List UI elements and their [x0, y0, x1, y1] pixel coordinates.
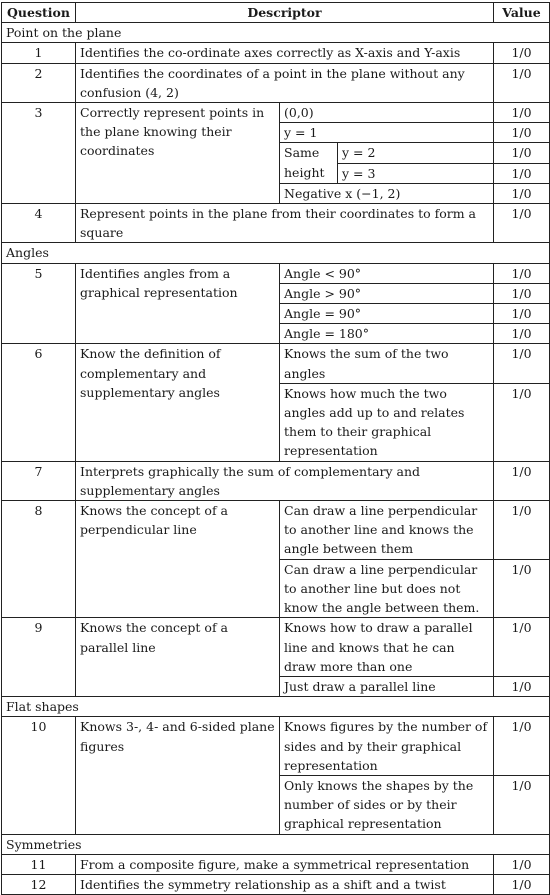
question-number: 7 — [2, 461, 76, 500]
descriptor: From a composite figure, make a symmetrical representation — [76, 854, 494, 874]
header-value: Value — [494, 3, 550, 23]
sub-descriptor: y = 3 — [338, 163, 494, 183]
value: 1/0 — [494, 283, 550, 303]
question-number: 10 — [2, 717, 76, 834]
sub-descriptor: y = 1 — [280, 123, 494, 143]
value: 1/0 — [494, 304, 550, 324]
sub-descriptor: Knows the sum of the two angles — [280, 344, 494, 383]
header-row — [2, 3, 550, 23]
header-descriptor: Descriptor — [76, 3, 494, 23]
table-row — [2, 344, 550, 383]
value: 1/0 — [494, 874, 550, 894]
value: 1/0 — [494, 618, 550, 677]
value: 1/0 — [494, 717, 550, 776]
question-number: 4 — [2, 204, 76, 243]
descriptor: Knows the concept of a parallel line — [76, 618, 280, 697]
table-row — [2, 874, 550, 894]
sub-descriptor: Knows how to draw a parallel line and knows that he can draw more than one — [280, 618, 494, 677]
value: 1/0 — [494, 559, 550, 618]
question-number: 9 — [2, 618, 76, 697]
value: 1/0 — [494, 263, 550, 283]
value: 1/0 — [494, 204, 550, 243]
sub-descriptor: Knows how much the two angles add up to and relates them to their graphical representation — [280, 383, 494, 461]
value: 1/0 — [494, 324, 550, 344]
sub-descriptor: Can draw a line perpendicular to another line but does not know the angle between them. — [280, 559, 494, 618]
question-number: 1 — [2, 43, 76, 63]
sub-descriptor: Only knows the shapes by the number of sides or by their graphical representation — [280, 775, 494, 834]
descriptor: Identifies the co-ordinate axes correctly as X-axis and Y-axis — [76, 43, 494, 63]
question-number: 6 — [2, 344, 76, 461]
section-title: Angles — [2, 243, 550, 263]
descriptor: Know the definition of complementary and supplementary angles — [76, 344, 280, 461]
section-row — [2, 834, 550, 854]
descriptor: Represent points in the plane from their coordinates to form a square — [76, 204, 494, 243]
section-title: Flat shapes — [2, 697, 550, 717]
rubric-table — [1, 2, 550, 895]
question-number: 12 — [2, 874, 76, 894]
table-row — [2, 461, 550, 500]
table-row — [2, 717, 550, 776]
section-row — [2, 23, 550, 43]
sub-descriptor: Just draw a parallel line — [280, 676, 494, 696]
value: 1/0 — [494, 383, 550, 461]
value: 1/0 — [494, 676, 550, 696]
value: 1/0 — [494, 43, 550, 63]
table-row — [2, 63, 550, 102]
section-title: Symmetries — [2, 834, 550, 854]
descriptor: Identifies the coordinates of a point in the plane without any confusion (4, 2) — [76, 63, 494, 102]
descriptor: Identifies the symmetry relationship as a shift and a twist — [76, 874, 494, 894]
value: 1/0 — [494, 163, 550, 183]
table-row — [2, 854, 550, 874]
sub-descriptor: (0,0) — [280, 103, 494, 123]
descriptor: Interprets graphically the sum of complementary and supplementary angles — [76, 461, 494, 500]
value: 1/0 — [494, 461, 550, 500]
value: 1/0 — [494, 123, 550, 143]
value: 1/0 — [494, 775, 550, 834]
table-row — [2, 43, 550, 63]
header-question: Question — [2, 3, 76, 23]
question-number: 11 — [2, 854, 76, 874]
table-row — [2, 103, 550, 123]
table-row — [2, 501, 550, 560]
question-number: 2 — [2, 63, 76, 102]
value: 1/0 — [494, 183, 550, 203]
question-number: 8 — [2, 501, 76, 618]
table-row — [2, 618, 550, 677]
sub-descriptor-group: Same height — [280, 143, 338, 183]
sub-descriptor: Angle < 90° — [280, 263, 494, 283]
descriptor: Knows the concept of a perpendicular line — [76, 501, 280, 618]
value: 1/0 — [494, 501, 550, 560]
sub-descriptor: Angle = 90° — [280, 304, 494, 324]
sub-descriptor: Angle > 90° — [280, 283, 494, 303]
question-number: 5 — [2, 263, 76, 344]
value: 1/0 — [494, 854, 550, 874]
descriptor: Correctly represent points in the plane knowing their coordinates — [76, 103, 280, 204]
descriptor: Identifies angles from a graphical representation — [76, 263, 280, 344]
table-row — [2, 204, 550, 243]
question-number: 3 — [2, 103, 76, 204]
sub-descriptor: Can draw a line perpendicular to another line and knows the angle between them — [280, 501, 494, 560]
section-row — [2, 243, 550, 263]
value: 1/0 — [494, 143, 550, 163]
section-row — [2, 697, 550, 717]
sub-descriptor: Negative x (−1, 2) — [280, 183, 494, 203]
sub-descriptor: Angle = 180° — [280, 324, 494, 344]
table-row — [2, 263, 550, 283]
section-title: Point on the plane — [2, 23, 550, 43]
value: 1/0 — [494, 63, 550, 102]
descriptor: Knows 3-, 4- and 6-sided plane figures — [76, 717, 280, 834]
value: 1/0 — [494, 103, 550, 123]
sub-descriptor: Knows figures by the number of sides and by their graphical representation — [280, 717, 494, 776]
sub-descriptor: y = 2 — [338, 143, 494, 163]
value: 1/0 — [494, 344, 550, 383]
